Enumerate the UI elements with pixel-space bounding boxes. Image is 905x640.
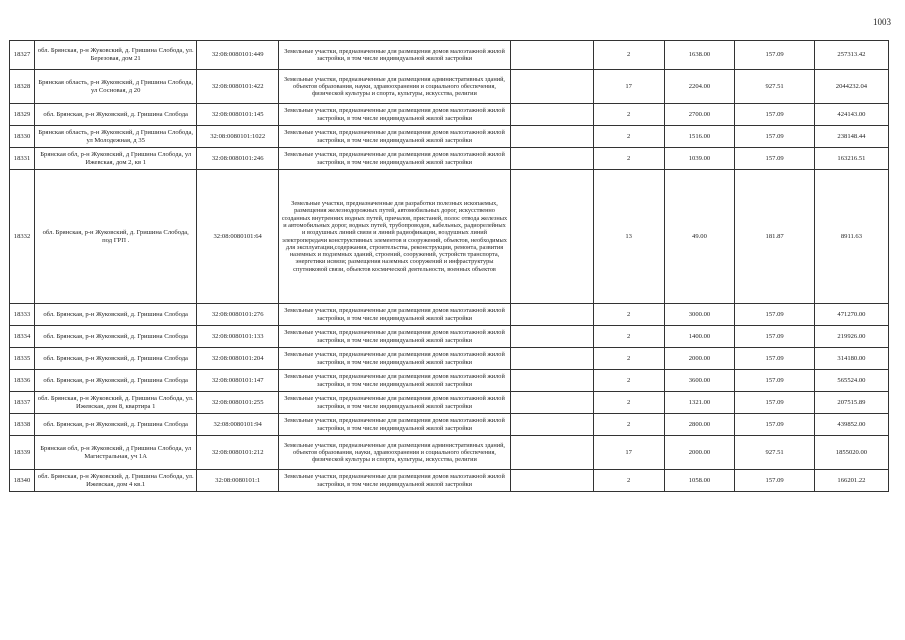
- area-cell: 1058.00: [664, 470, 735, 492]
- cadastral-value-table: [9, 40, 889, 492]
- cadastral-value-cell: 565524.00: [814, 370, 888, 392]
- group-number-cell: 17: [593, 70, 664, 104]
- address-cell: Брянская область, р-н Жуковский, д Гришина Слобода, ул Сосновая, д 20: [35, 70, 197, 104]
- address-cell: Брянская обл, р-н Жуковский, д Гришина Слобода, ул Ижевская, дом 2, кв 1: [35, 148, 197, 170]
- empty-cell: [511, 436, 594, 470]
- specific-value-cell: 157.09: [735, 392, 815, 414]
- empty-cell: [511, 70, 594, 104]
- empty-cell: [511, 126, 594, 148]
- table-row: [10, 126, 889, 148]
- empty-cell: [511, 348, 594, 370]
- address-cell: обл. Брянская, р-н Жуковский, д. Гришина Слобода: [35, 104, 197, 126]
- cadastral-value-cell: 439852.00: [814, 414, 888, 436]
- area-cell: 49.00: [664, 170, 735, 304]
- table-row: [10, 370, 889, 392]
- empty-cell: [511, 370, 594, 392]
- row-number-cell: 18339: [10, 436, 35, 470]
- address-cell: обл. Брянская, р-н Жуковский, д. Гришина Слобода, ул. Ижевская, дом 4 кв.1: [35, 470, 197, 492]
- table-row: [10, 414, 889, 436]
- cadastral-number-cell: 32:08:0080101:94: [197, 414, 279, 436]
- specific-value-cell: 181.87: [735, 170, 815, 304]
- table-row: [10, 470, 889, 492]
- row-number-cell: 18328: [10, 70, 35, 104]
- cadastral-value-cell: 219926.00: [814, 326, 888, 348]
- table-row: [10, 148, 889, 170]
- address-cell: Брянская область, р-н Жуковский, д Гришина Слобода, ул Молодежная, д 35: [35, 126, 197, 148]
- row-number-cell: 18329: [10, 104, 35, 126]
- address-cell: обл. Брянская, р-н Жуковский, д. Гришина Слобода, под ГРП .: [35, 170, 197, 304]
- group-number-cell: 13: [593, 170, 664, 304]
- page-number: 1003: [873, 17, 891, 27]
- cadastral-number-cell: 32:08:0080101:1022: [197, 126, 279, 148]
- area-cell: 1638.00: [664, 41, 735, 70]
- cadastral-value-cell: 163216.51: [814, 148, 888, 170]
- row-number-cell: 18327: [10, 41, 35, 70]
- cadastral-value-cell: 1855020.00: [814, 436, 888, 470]
- area-cell: 2000.00: [664, 436, 735, 470]
- row-number-cell: 18338: [10, 414, 35, 436]
- land-use-description-cell: Земельные участки, предназначенные для размещения административных зданий, объектов образования, науки, здравоохранения и социального обеспечения, физической культуры и спорта, культуры, искусства, религии: [279, 436, 511, 470]
- group-number-cell: 2: [593, 304, 664, 326]
- cadastral-number-cell: 32:08:0080101:145: [197, 104, 279, 126]
- cadastral-number-cell: 32:08:0080101:276: [197, 304, 279, 326]
- empty-cell: [511, 414, 594, 436]
- row-number-cell: 18334: [10, 326, 35, 348]
- land-use-description-cell: Земельные участки, предназначенные для размещения домов малоэтажной жилой застройки, в том числе индивидуальной жилой застройки: [279, 470, 511, 492]
- group-number-cell: 2: [593, 126, 664, 148]
- cadastral-number-cell: 32:08:0080101:64: [197, 170, 279, 304]
- cadastral-number-cell: 32:08:0080101:204: [197, 348, 279, 370]
- group-number-cell: 2: [593, 148, 664, 170]
- specific-value-cell: 157.09: [735, 326, 815, 348]
- table-row: [10, 70, 889, 104]
- cadastral-value-cell: 8911.63: [814, 170, 888, 304]
- row-number-cell: 18331: [10, 148, 35, 170]
- cadastral-value-cell: 257313.42: [814, 41, 888, 70]
- specific-value-cell: 927.51: [735, 436, 815, 470]
- empty-cell: [511, 170, 594, 304]
- address-cell: обл. Брянская, р-н Жуковский, д. Гришина Слобода: [35, 304, 197, 326]
- specific-value-cell: 157.09: [735, 41, 815, 70]
- empty-cell: [511, 304, 594, 326]
- area-cell: 1400.00: [664, 326, 735, 348]
- specific-value-cell: 157.09: [735, 148, 815, 170]
- row-number-cell: 18336: [10, 370, 35, 392]
- area-cell: 2204.00: [664, 70, 735, 104]
- table-row: [10, 170, 889, 304]
- table-row: [10, 392, 889, 414]
- group-number-cell: 17: [593, 436, 664, 470]
- area-cell: 1321.00: [664, 392, 735, 414]
- table-row: [10, 436, 889, 470]
- land-use-description-cell: Земельные участки, предназначенные для размещения домов малоэтажной жилой застройки, в том числе индивидуальной жилой застройки: [279, 326, 511, 348]
- table-row: [10, 304, 889, 326]
- empty-cell: [511, 41, 594, 70]
- land-use-description-cell: Земельные участки, предназначенные для размещения домов малоэтажной жилой застройки, в том числе индивидуальной жилой застройки: [279, 414, 511, 436]
- empty-cell: [511, 148, 594, 170]
- group-number-cell: 2: [593, 414, 664, 436]
- land-use-description-cell: Земельные участки, предназначенные для размещения домов малоэтажной жилой застройки, в том числе индивидуальной жилой застройки: [279, 126, 511, 148]
- cadastral-value-cell: 314180.00: [814, 348, 888, 370]
- empty-cell: [511, 392, 594, 414]
- land-use-description-cell: Земельные участки, предназначенные для размещения домов малоэтажной жилой застройки, в том числе индивидуальной жилой застройки: [279, 392, 511, 414]
- group-number-cell: 2: [593, 470, 664, 492]
- land-use-description-cell: Земельные участки, предназначенные для размещения домов малоэтажной жилой застройки, в том числе индивидуальной жилой застройки: [279, 104, 511, 126]
- address-cell: обл. Брянская, р-н Жуковский, д. Гришина Слобода: [35, 414, 197, 436]
- empty-cell: [511, 470, 594, 492]
- row-number-cell: 18330: [10, 126, 35, 148]
- land-use-description-cell: Земельные участки, предназначенные для размещения домов малоэтажной жилой застройки, в том числе индивидуальной жилой застройки: [279, 41, 511, 70]
- group-number-cell: 2: [593, 104, 664, 126]
- row-number-cell: 18335: [10, 348, 35, 370]
- group-number-cell: 2: [593, 41, 664, 70]
- area-cell: 2800.00: [664, 414, 735, 436]
- cadastral-value-cell: 2044232.04: [814, 70, 888, 104]
- cadastral-number-cell: 32:08:0080101:212: [197, 436, 279, 470]
- cadastral-number-cell: 32:08:0080101:1: [197, 470, 279, 492]
- area-cell: 3600.00: [664, 370, 735, 392]
- group-number-cell: 2: [593, 326, 664, 348]
- cadastral-value-cell: 207515.89: [814, 392, 888, 414]
- address-cell: обл. Брянская, р-н Жуковский, д. Гришина Слобода: [35, 370, 197, 392]
- table-row: [10, 104, 889, 126]
- empty-cell: [511, 326, 594, 348]
- area-cell: 1516.00: [664, 126, 735, 148]
- land-use-description-cell: Земельные участки, предназначенные для размещения домов малоэтажной жилой застройки, в том числе индивидуальной жилой застройки: [279, 304, 511, 326]
- address-cell: Брянская обл, р-н Жуковский, д Гришина Слобода, ул Магистральная, уч 1А: [35, 436, 197, 470]
- specific-value-cell: 157.09: [735, 370, 815, 392]
- area-cell: 3000.00: [664, 304, 735, 326]
- cadastral-number-cell: 32:08:0080101:246: [197, 148, 279, 170]
- land-use-description-cell: Земельные участки, предназначенные для размещения домов малоэтажной жилой застройки, в том числе индивидуальной жилой застройки: [279, 370, 511, 392]
- land-use-description-cell: Земельные участки, предназначенные для размещения домов малоэтажной жилой застройки, в том числе индивидуальной жилой застройки: [279, 148, 511, 170]
- cadastral-number-cell: 32:08:0080101:422: [197, 70, 279, 104]
- row-number-cell: 18332: [10, 170, 35, 304]
- address-cell: обл. Брянская, р-н Жуковский, д. Гришина Слобода: [35, 348, 197, 370]
- table-row: [10, 326, 889, 348]
- cadastral-value-cell: 424143.00: [814, 104, 888, 126]
- specific-value-cell: 157.09: [735, 304, 815, 326]
- cadastral-number-cell: 32:08:0080101:255: [197, 392, 279, 414]
- land-use-description-cell: Земельные участки, предназначенные для размещения домов малоэтажной жилой застройки, в том числе индивидуальной жилой застройки: [279, 348, 511, 370]
- area-cell: 2000.00: [664, 348, 735, 370]
- area-cell: 2700.00: [664, 104, 735, 126]
- specific-value-cell: 157.09: [735, 126, 815, 148]
- specific-value-cell: 157.09: [735, 414, 815, 436]
- row-number-cell: 18333: [10, 304, 35, 326]
- address-cell: обл. Брянская, р-н Жуковский, д. Гришина Слобода, ул. Березовая, дом 21: [35, 41, 197, 70]
- group-number-cell: 2: [593, 348, 664, 370]
- specific-value-cell: 157.09: [735, 104, 815, 126]
- land-use-description-cell: Земельные участки, предназначенные для размещения административных зданий, объектов образования, науки, здравоохранения и социального обеспечения, физической культуры и спорта, культуры, искусства, религии: [279, 70, 511, 104]
- cadastral-number-cell: 32:08:0080101:449: [197, 41, 279, 70]
- cadastral-value-cell: 471270.00: [814, 304, 888, 326]
- table-row: [10, 41, 889, 70]
- group-number-cell: 2: [593, 392, 664, 414]
- cadastral-value-cell: 166201.22: [814, 470, 888, 492]
- cadastral-value-cell: 238148.44: [814, 126, 888, 148]
- address-cell: обл. Брянская, р-н Жуковский, д. Гришина Слобода, ул. Ижевская, дом 8, квартира 1: [35, 392, 197, 414]
- specific-value-cell: 157.09: [735, 470, 815, 492]
- specific-value-cell: 927.51: [735, 70, 815, 104]
- land-use-description-cell: Земельные участки, предназначенные для разработки полезных ископаемых, размещения железнодорожных путей, автомобильных дорог, искусственно созданных внутренних водных путей, причалов, пристаней, полос отвода железных и автомобильных дорог, водных путей, трубопроводов, кабельных, радиорелейных и воздушных линий связи и линий радиофикации, воздушных линий электропередачи конструктивных элементов и сооружений, объектов, необходимых для эксплуатации,содержания, строительства, реконструкции, ремонта, развития наземных и подземных зданий, строений, сооружений, устройств транспорта, энергетики исвязи; размещения наземных сооружений и инфраструктуры спутниковой связи, объектов космической деятельности, военных объектов: [279, 170, 511, 304]
- specific-value-cell: 157.09: [735, 348, 815, 370]
- cadastral-number-cell: 32:08:0080101:133: [197, 326, 279, 348]
- cadastral-number-cell: 32:08:0080101:147: [197, 370, 279, 392]
- table-row: [10, 348, 889, 370]
- empty-cell: [511, 104, 594, 126]
- row-number-cell: 18340: [10, 470, 35, 492]
- address-cell: обл. Брянская, р-н Жуковский, д. Гришина Слобода: [35, 326, 197, 348]
- row-number-cell: 18337: [10, 392, 35, 414]
- area-cell: 1039.00: [664, 148, 735, 170]
- group-number-cell: 2: [593, 370, 664, 392]
